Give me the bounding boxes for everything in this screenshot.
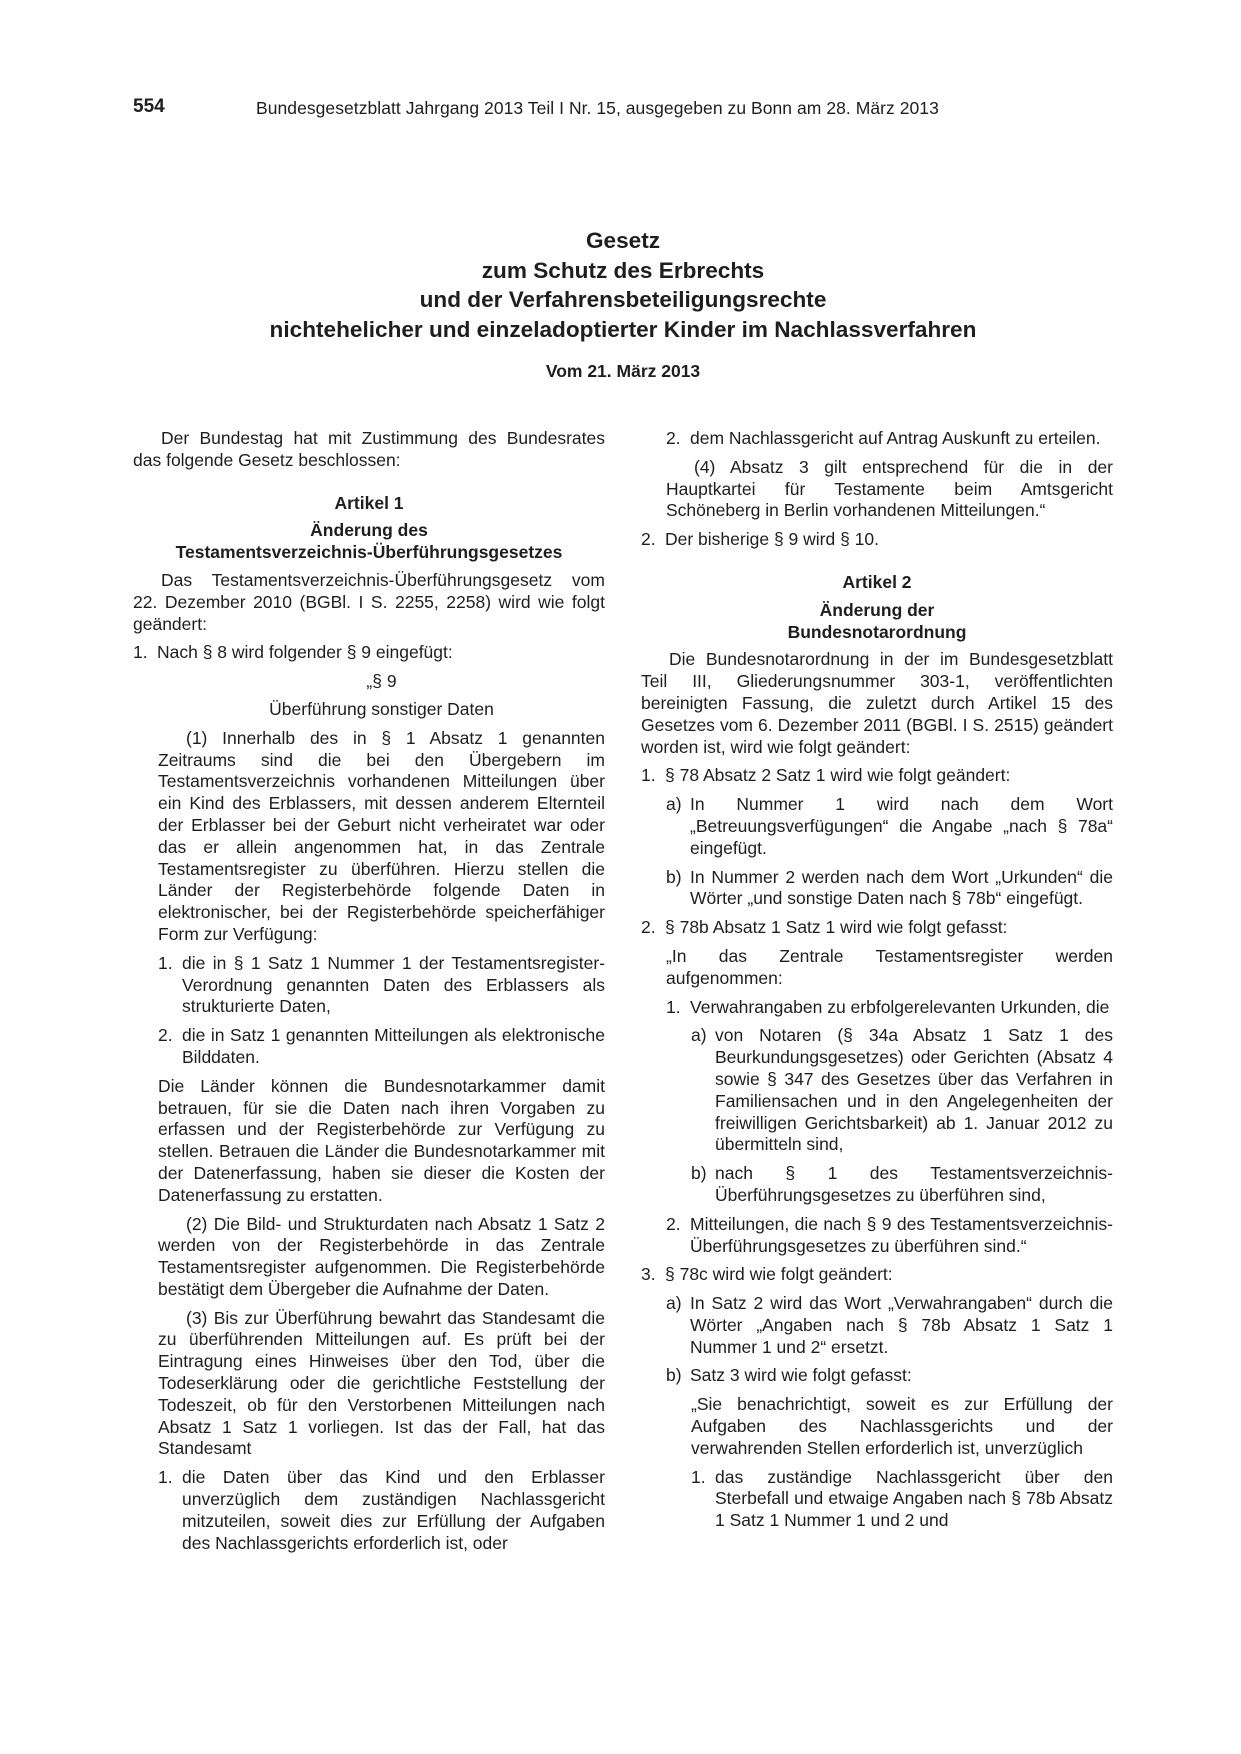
list-text: Verwahrangaben zu erbfolgerelevanten Urkunden, die	[690, 996, 1110, 1017]
article-1-intro: Das Testamentsverzeichnis-Überführungsgesetz vom 22. Dezember 2010 (BGBl. I S. 2255, 2258) wird wie folgt geändert:	[133, 569, 605, 634]
list-number: 2.	[666, 1213, 681, 1234]
quoted-text: „In das Zentrale Testamentsregister werden aufgenommen:	[666, 945, 1113, 988]
paragraph-4: (4) Absatz 3 gilt entsprechend für die in der Hauptkartei für Testamente beim Amtsgericht Schöneberg in Berlin vorhandenen Mitteilungen.“	[666, 456, 1113, 521]
quoted-text: „Sie benachrichtigt, soweit es zur Erfüllung der Aufgaben des Nachlassgerichts und der verwahrenden Stellen erforderlich ist, unverzüglich	[691, 1394, 1113, 1458]
list-item	[641, 765, 1113, 787]
list-item	[666, 794, 1113, 859]
list-text: die in § 1 Satz 1 Nummer 1 der Testamentsregister-Verordnung genannten Daten des Erblassers als strukturierte Daten,	[182, 952, 605, 1017]
title-line: zum Schutz des Erbrechts	[481, 257, 765, 283]
article-2-title: Änderung der	[819, 599, 935, 620]
list-number: 1.	[641, 765, 656, 786]
list-number: 2.	[641, 917, 656, 938]
page-number: 554	[133, 96, 165, 117]
title-line: und der Verfahrensbeteiligungsrechte	[419, 287, 827, 312]
list-item	[666, 1214, 1113, 1258]
list-number: 2.	[641, 529, 656, 550]
paragraph-1-tail: Die Länder können die Bundesnotarkammer damit betrauen, für sie die Daten nach ihren Vorgaben zu erfassen und der Registerbehörde zur Verfügung zu stellen. Betrauen die Länder die Bundesnotarkammer mit der Datenerfassung, haben sie dieser die Kosten der Datenerfassung zu erstatten.	[158, 1075, 605, 1205]
list-item	[691, 1025, 1113, 1156]
article-2-intro: Die Bundesnotarordnung in der im Bundesgesetzblatt Teil III, Gliederungsnummer 303-1, veröffentlichten bereinigten Fassung, die zuletzt durch Artikel 15 des Gesetzes vom 6. Dezember 2011 (BGBl. I S. 2515) geändert worden ist, wird wie folgt geändert:	[641, 649, 1113, 757]
article-2-label: Artikel 2	[842, 571, 912, 592]
list-letter: a)	[666, 1293, 682, 1314]
article-1-label: Artikel 1	[334, 492, 404, 513]
list-number: 1.	[158, 1467, 173, 1488]
list-letter: b)	[691, 1163, 707, 1184]
list-number: 1.	[133, 642, 148, 663]
list-item	[691, 1163, 1113, 1207]
left-column	[133, 428, 605, 1561]
running-head: Bundesgesetzblatt Jahrgang 2013 Teil I Nr. 15, ausgegeben zu Bonn am 28. März 2013	[256, 98, 939, 118]
list-text: Mitteilungen, die nach § 9 des Testamentsverzeichnis-Überführungsgesetzes zu überführen sind.“	[690, 1213, 1113, 1256]
list-text: § 78b Absatz 1 Satz 1 wird wie folgt gefasst:	[665, 917, 1008, 938]
list-text: von Notaren (§ 34a Absatz 1 Satz 1 des Beurkundungsgesetzes) oder Gerichten (Absatz 4 sowie § 347 des Gesetzes über das Verfahren in Familiensachen und in den Angelegenheiten der freiwilligen Gerichtsbarkeit) ab 1. Januar 2012 zu übermitteln sind,	[715, 1025, 1113, 1155]
list-item	[691, 1467, 1113, 1532]
list-number: 1.	[158, 952, 173, 973]
list-item	[666, 1293, 1113, 1358]
list-number: 1.	[666, 996, 681, 1017]
list-text: Satz 3 wird wie folgt gefasst:	[690, 1365, 912, 1386]
list-text: § 78c wird wie folgt geändert:	[665, 1264, 893, 1285]
paragraph-3: (3) Bis zur Überführung bewahrt das Standesamt die zu überführenden Mitteilungen auf. Es prüft bei der Eintragung eines Hinweises über den Tod, über die Todeserklärung oder die gerichtliche Feststellung der Todeszeit, ob für den Verstorbenen Mitteilungen nach Absatz 1 Satz 1 vorliegen. Ist das der Fall, hat das Standesamt	[158, 1307, 605, 1459]
article-1-title: Änderung des	[310, 520, 428, 541]
list-text: § 78 Absatz 2 Satz 1 wird wie folgt geändert:	[665, 765, 1011, 786]
paragraph-1: (1) Innerhalb des in § 1 Absatz 1 genannten Zeitraums sind die bei den Übergebern im Testamentsverzeichnis vorhandenen Mitteilungen über ein Kind des Erblassers, mit dessen anderem Elternteil der Erblasser bei der Geburt nicht verheiratet war oder das er allein angenommen hat, in das Zentrale Testamentsregister zu überführen. Hierzu stellen die Länder der Registerbehörde folgende Daten in elektronischer, bei der Registerbehörde speicherfähiger Form zur Verfügung:	[158, 727, 605, 944]
article-2-title: Bundesnotarordnung	[787, 621, 967, 642]
list-item	[666, 1365, 1113, 1387]
list-letter: b)	[666, 866, 682, 887]
list-number: 2.	[666, 428, 681, 448]
list-item	[641, 1264, 1113, 1286]
list-number: 2.	[158, 1025, 173, 1046]
list-letter: b)	[666, 1365, 682, 1386]
title-line: nichtehelicher und einzeladoptierter Kinder im Nachlassverfahren	[269, 316, 977, 342]
list-item	[641, 529, 1113, 551]
section-title: Überführung sonstiger Daten	[269, 698, 494, 719]
list-number: 1.	[691, 1466, 706, 1487]
list-text: In Satz 2 wird das Wort „Verwahrangaben“ durch die Wörter „Angaben nach § 78b Absatz 1 Satz 1 Nummer 1 und 2“ ersetzt.	[690, 1293, 1113, 1357]
list-text: dem Nachlassgericht auf Antrag Auskunft zu erteilen.	[690, 428, 1101, 448]
title-line: Gesetz	[585, 228, 661, 253]
preamble: Der Bundestag hat mit Zustimmung des Bundesrates das folgende Gesetz beschlossen:	[133, 428, 605, 470]
list-item	[158, 1025, 605, 1069]
article-1-title: Testamentsverzeichnis-Überführungsgesetzes	[175, 542, 563, 563]
right-column	[641, 428, 1113, 1539]
list-item	[641, 917, 1113, 939]
list-item	[158, 953, 605, 1018]
list-text: In Nummer 2 werden nach dem Wort „Urkunden“ die Wörter „und sonstige Daten nach § 78b“ eingefügt.	[690, 866, 1113, 909]
list-text: die Daten über das Kind und den Erblasser unverzüglich dem zuständigen Nachlassgericht mitzuteilen, soweit dies zur Erfüllung der Aufgaben des Nachlassgerichts erforderlich ist, oder	[182, 1467, 605, 1553]
list-text: die in Satz 1 genannten Mitteilungen als elektronische Bilddaten.	[182, 1025, 605, 1067]
list-item	[666, 867, 1113, 911]
section-label: „§ 9	[366, 671, 397, 692]
list-text: das zuständige Nachlassgericht über den Sterbefall und etwaige Angaben nach § 78b Absatz 1 Satz 1 Nummer 1 und 2 und	[715, 1466, 1113, 1531]
list-text: In Nummer 1 wird nach dem Wort „Betreuungsverfügungen“ die Angabe „nach § 78a“ eingefügt.	[690, 794, 1113, 858]
list-letter: a)	[666, 794, 682, 815]
list-text: Nach § 8 wird folgender § 9 eingefügt:	[157, 642, 453, 663]
list-text: nach § 1 des Testamentsverzeichnis-Überführungsgesetzes zu überführen sind,	[715, 1163, 1113, 1205]
list-number: 3.	[641, 1264, 656, 1285]
list-item	[158, 1467, 605, 1554]
law-title	[133, 226, 1113, 344]
list-text: Der bisherige § 9 wird § 10.	[665, 529, 879, 550]
list-item	[666, 997, 1113, 1019]
paragraph-2: (2) Die Bild- und Strukturdaten nach Absatz 1 Satz 2 werden von der Registerbehörde in das Zentrale Testamentsregister aufgenommen. Die Registerbehörde bestätigt dem Übergeber die Aufnahme der Daten.	[158, 1213, 605, 1299]
list-item	[133, 642, 605, 664]
list-letter: a)	[691, 1025, 707, 1046]
list-item	[666, 428, 1113, 450]
enactment-date: Vom 21. März 2013	[545, 361, 701, 381]
